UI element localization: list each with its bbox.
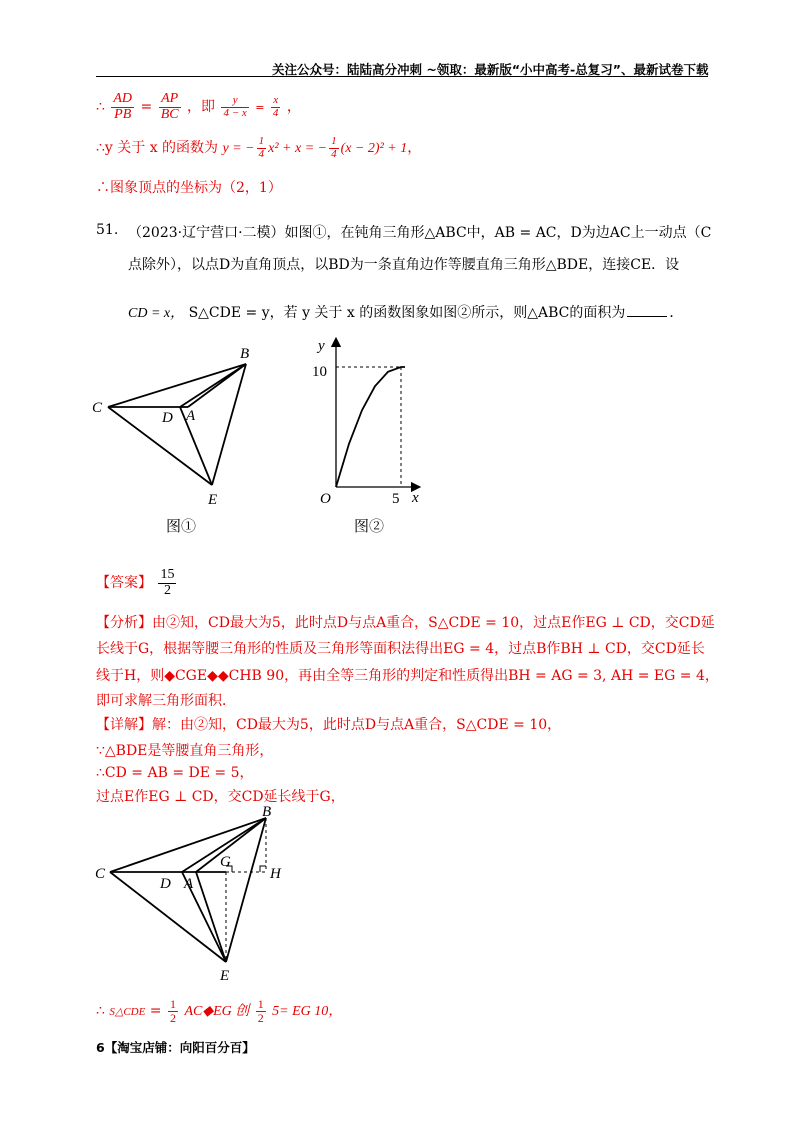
function-end: ， (407, 140, 422, 157)
function-prefix: ∴y 关于 x 的函数为 (96, 140, 219, 157)
solution-line-2: ∵△BDE是等腰直角三角形， (96, 743, 274, 759)
area-symbol: S△CDE (109, 1006, 146, 1019)
answer-line (96, 568, 178, 598)
frac-den: 4 − x (223, 106, 247, 119)
edge-ae (196, 872, 226, 962)
axis-label-x: x (412, 490, 419, 506)
label-e: E (220, 968, 230, 984)
fraction-ap-bc (159, 92, 181, 122)
analysis-text: 由②知，CD最大为5，此时点D与点A重合，S△CDE = 10，过点E作EG ⊥ CD，交CD延 (152, 615, 715, 631)
solution-label: 【详解】 (96, 717, 152, 733)
tick-label-5: 5 (392, 491, 400, 507)
right-angle-h (260, 866, 266, 872)
area-equation-line (96, 998, 342, 1024)
label-a: A (186, 408, 196, 424)
analysis-label: 【分析】 (96, 615, 152, 631)
label-e: E (208, 492, 218, 508)
area-result: 5= EG 10， (272, 1004, 343, 1020)
label-d: D (160, 876, 171, 892)
frac-den: 2 (257, 1010, 264, 1025)
label-a: A (184, 876, 194, 892)
label-b: B (240, 346, 250, 362)
analysis-line-3: 线于H，则◆CGE◆◆CHB 90，再由全等三角形的判定和性质得出BH = AG = 3, AH = EG = 4， (96, 668, 719, 684)
label-c: C (95, 866, 106, 882)
frac-num: y (221, 95, 248, 108)
tick-label-10: 10 (312, 364, 327, 380)
problem-number: 51. (96, 222, 119, 238)
frac-num: 1 (258, 135, 265, 147)
therefore-sign: ∴ (96, 1003, 105, 1020)
function-curve (336, 367, 405, 487)
label-c: C (92, 400, 103, 416)
problem-line-3 (128, 302, 683, 322)
frac-den: 4 (272, 106, 279, 119)
ratio-line: ∴ $\frac{AD}{PB}$ = $\frac{AP}{BC}$ ，即 $\frac{y}{4 - x}$ = $\frac{x}{4}$ ， (96, 91, 301, 122)
problem-end: ． (669, 305, 684, 321)
page-footer: 6【淘宝店铺：向阳百分百】 (96, 1040, 255, 1055)
answer-fraction (158, 568, 176, 598)
frac-num: 1 (331, 135, 337, 147)
fraction-y (221, 95, 248, 119)
frac-num: 1 (169, 997, 176, 1011)
label-h: H (270, 866, 281, 882)
origin-label: O (320, 491, 331, 507)
caption-fig1: 图① (166, 519, 197, 535)
formula-part: (x − 2)² + 1 (340, 141, 408, 157)
formula-part: y = − (222, 141, 255, 157)
fraction-half (168, 998, 178, 1024)
vertex-line: ∴图象顶点的坐标为（2，1） (96, 180, 282, 196)
axis-label-y: y (318, 338, 325, 354)
therefore-sign: ∴ (96, 99, 105, 116)
problem-line-1: （2023·辽宁营口·二模）如图①，在钝角三角形△ABC中，AB = AC，D为边AC上一动点（C (128, 225, 712, 241)
cd-equals-x: CD = x， (128, 306, 185, 321)
frac-den: BC (160, 106, 179, 122)
area-expression: AC◆EG 创 (184, 1004, 250, 1020)
solution-text: 解：由②知，CD最大为5，此时点D与点A重合，S△CDE = 10， (152, 717, 562, 733)
solution-line-1 (96, 714, 561, 734)
problem-line-2: 点除外），以点D为直角顶点，以BD为一条直角边作等腰直角三角形△BDE，连接CE．设 (128, 257, 680, 273)
label-g: G (220, 854, 231, 870)
label-d: D (162, 410, 173, 426)
solution-line-3: ∴CD = AB = DE = 5， (96, 765, 254, 781)
frac-num: x (271, 95, 281, 108)
frac-num: AD (113, 91, 133, 106)
edge-cb (108, 364, 246, 407)
problem-question: S△CDE = y，若 y 关于 x 的函数图象如图②所示，则△ABC的面积为 (188, 305, 626, 321)
function-line (96, 136, 421, 160)
frac-den: PB (114, 106, 132, 122)
figure-2-graph (308, 336, 438, 540)
caption-fig2: 图② (354, 519, 385, 535)
frac-num: 1 (257, 997, 264, 1011)
frac-den: 4 (331, 147, 337, 160)
frac-den: 2 (163, 582, 171, 598)
solution-line-4: 过点E作EG ⊥ CD，交CD延长线于G， (96, 789, 345, 805)
equals-sign: = (149, 1003, 162, 1020)
frac-num: 15 (160, 567, 175, 582)
fraction-ad-pb (111, 92, 134, 122)
fraction-quarter (329, 136, 339, 160)
fraction-half (256, 998, 266, 1024)
page-header: 关注公众号：陆陆高分冲刺 ~领取：最新版“小中高考-总复习”、最新试卷下载 (272, 62, 709, 77)
label-b: B (262, 804, 272, 820)
fraction-quarter (257, 136, 267, 160)
ratio-end: ， (286, 99, 301, 116)
edge-ab (188, 364, 246, 407)
edge-cb (110, 818, 266, 872)
frac-den: 2 (169, 1010, 176, 1025)
fraction-x (271, 95, 281, 119)
ratio-mid-text: ，即 (187, 99, 216, 116)
formula-part: x² + x = − (268, 141, 328, 157)
answer-label: 【答案】 (96, 575, 152, 592)
analysis-line-2: 长线于G，根据等腰三角形的性质及三角形等面积法得出EG = 4，过点B作BH ⊥ CD，交CD延长 (96, 641, 705, 657)
analysis-line-1 (96, 612, 715, 632)
edge-ab (196, 818, 266, 872)
analysis-line-4: 即可求解三角形面积． (96, 693, 236, 709)
figure-1-triangle (88, 340, 278, 540)
figure-3-construction (92, 802, 302, 988)
answer-blank (627, 315, 667, 317)
header-rule (96, 76, 708, 77)
frac-num: AP (159, 92, 181, 108)
frac-den: 4 (258, 147, 265, 160)
